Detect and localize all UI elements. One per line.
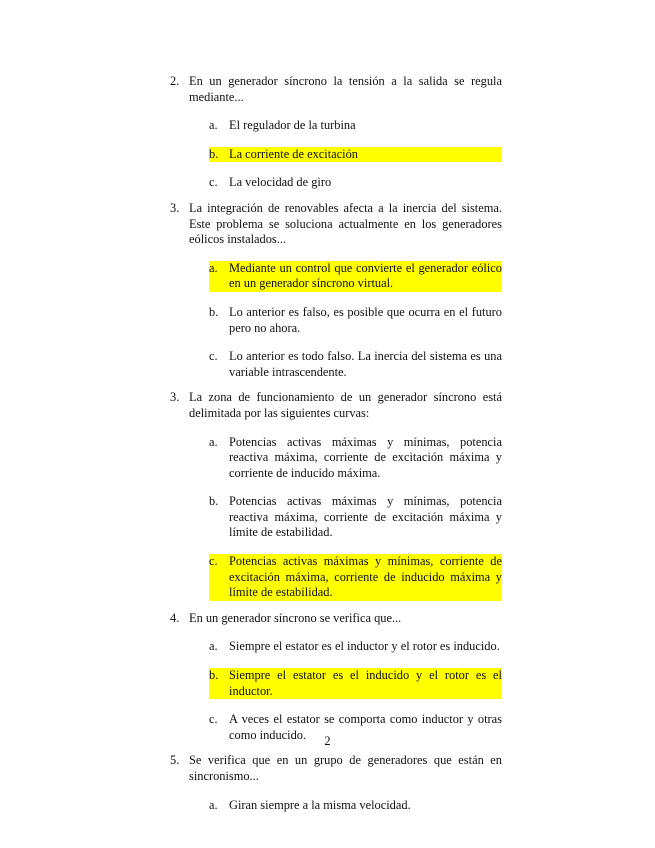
option-letter: a. xyxy=(209,434,218,449)
option-text: Mediante un control que convierte el generador eólico en un generador síncrono virtual. xyxy=(229,260,502,291)
answer-option xyxy=(209,349,502,380)
answer-option xyxy=(209,118,502,134)
option-text: Potencias activas máximas y mínimas, potencia reactiva máxima, corriente de excitación máxima y corriente de inducido máxima. xyxy=(229,434,502,480)
option-text: A veces el estator se comporta como inductor y otras como inducido. xyxy=(229,712,502,742)
question-number: 4. xyxy=(170,610,180,625)
option-list xyxy=(189,435,502,601)
question-text: En un generador síncrono la tensión a la salida se regula mediante... xyxy=(189,74,502,104)
option-letter: a. xyxy=(209,260,218,275)
option-letter: b. xyxy=(209,304,219,319)
question-number: 3. xyxy=(170,200,180,215)
answer-option xyxy=(209,175,502,191)
option-text: Potencias activas máximas y mínimas, corriente de excitación máxima, corriente de inducido máxima y límite de estabilidad. xyxy=(229,554,502,600)
option-text: El regulador de la turbina xyxy=(229,118,356,133)
option-list xyxy=(189,261,502,381)
question-text: La zona de funcionamiento de un generador síncrono está delimitada por las siguientes curvas: xyxy=(189,390,502,420)
question-list xyxy=(170,74,502,823)
option-letter: b. xyxy=(209,494,219,509)
question-4 xyxy=(170,611,502,744)
option-letter: a. xyxy=(209,797,218,812)
question-text: Se verifica que en un grupo de generadores que están en sincronismo... xyxy=(189,753,502,783)
answer-option xyxy=(209,639,502,655)
question-5 xyxy=(170,753,502,813)
highlighted-answer-option xyxy=(209,147,502,163)
option-text: Siempre el estator es el inducido y el rotor es el inductor. xyxy=(229,668,502,698)
answer-option xyxy=(209,305,502,336)
option-text: Giran siempre a la misma velocidad. xyxy=(229,797,411,812)
option-letter: c. xyxy=(209,554,218,569)
option-letter: b. xyxy=(209,668,219,683)
question-3 xyxy=(170,390,502,601)
option-text: Lo anterior es falso, es posible que ocurra en el futuro pero no ahora. xyxy=(229,304,502,335)
option-letter: c. xyxy=(209,349,218,364)
option-list xyxy=(189,798,502,814)
question-number: 5. xyxy=(170,753,180,768)
option-letter: c. xyxy=(209,175,218,190)
page-number: 2 xyxy=(324,734,331,748)
question-text: La integración de renovables afecta a la inercia del sistema. Este problema se soluciona actualmente en los generadores eólicos instalados... xyxy=(189,200,502,247)
option-letter: c. xyxy=(209,712,218,727)
answer-option xyxy=(209,798,502,814)
option-text: Potencias activas máximas y mínimas, potencia reactiva máxima, corriente de excitación máxima y límite de estabilidad. xyxy=(229,494,502,540)
option-text: Lo anterior es todo falso. La inercia del sistema es una variable intrascendente. xyxy=(229,349,502,379)
option-list xyxy=(189,639,502,743)
option-text: La corriente de excitación xyxy=(229,146,358,161)
option-letter: a. xyxy=(209,639,218,654)
question-1 xyxy=(170,74,502,191)
question-number: 3. xyxy=(170,390,180,405)
answer-option xyxy=(209,494,502,541)
option-text: La velocidad de giro xyxy=(229,175,332,190)
option-text: Siempre el estator es el inductor y el rotor es inducido. xyxy=(229,639,500,654)
question-text: En un generador síncrono se verifica que... xyxy=(189,610,402,625)
option-list xyxy=(189,118,502,191)
answer-option xyxy=(209,435,502,482)
highlighted-answer-option xyxy=(209,668,502,699)
option-letter: a. xyxy=(209,118,218,133)
highlighted-answer-option xyxy=(209,554,502,601)
option-letter: b. xyxy=(209,146,219,161)
question-number: 2. xyxy=(170,74,180,88)
highlighted-answer-option xyxy=(209,261,502,292)
question-2 xyxy=(170,201,502,380)
